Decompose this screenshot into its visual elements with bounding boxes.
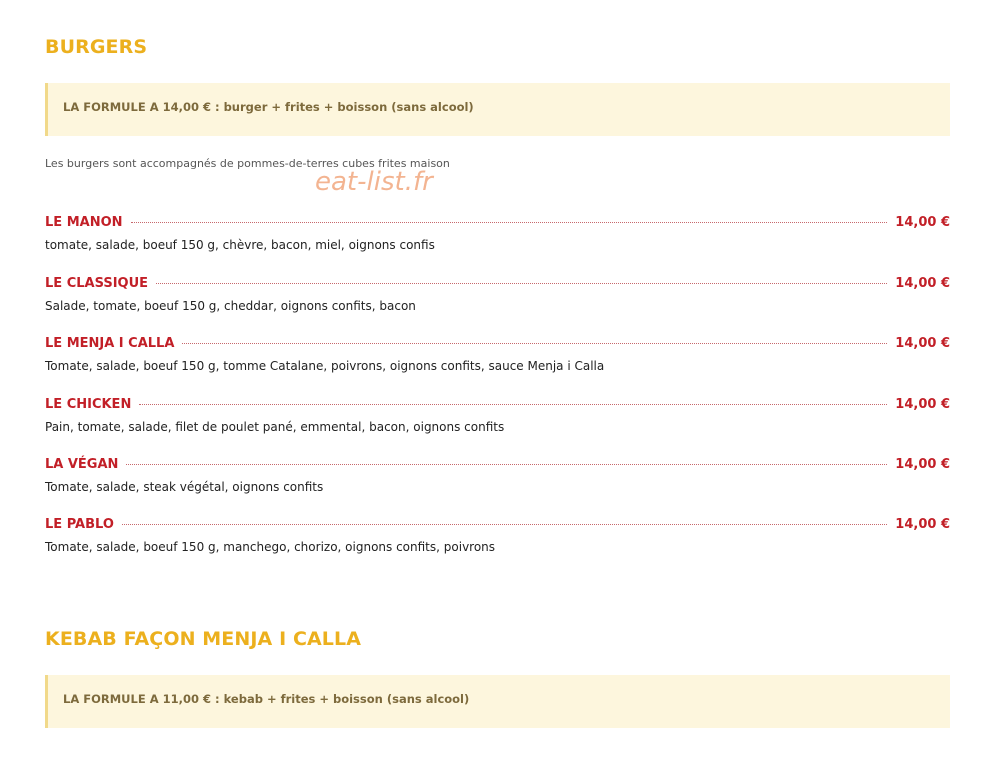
item-name: LE CHICKEN [45, 397, 132, 412]
menu-item [45, 397, 950, 441]
item-name: LA VÉGAN [45, 457, 119, 472]
item-price: 14,00 € [895, 397, 950, 412]
item-description: Salade, tomate, boeuf 150 g, cheddar, oignons confits, bacon [45, 299, 416, 313]
dotted-leader [131, 222, 888, 223]
kebab-formula-text: LA FORMULE A 11,00 € : kebab + frites + boisson (sans alcool) [63, 692, 470, 706]
item-price: 14,00 € [895, 517, 950, 532]
item-name: LE MENJA I CALLA [45, 336, 175, 351]
menu-item [45, 276, 950, 320]
menu-item [45, 517, 950, 561]
item-description: Tomate, salade, boeuf 150 g, manchego, chorizo, oignons confits, poivrons [45, 540, 496, 554]
kebab-formula-box [45, 675, 950, 728]
item-price: 14,00 € [895, 215, 950, 230]
dotted-leader [156, 283, 887, 284]
dotted-leader [182, 343, 887, 344]
item-name: LE MANON [45, 215, 123, 230]
item-description: tomate, salade, boeuf 150 g, chèvre, bacon, miel, oignons confis [45, 238, 435, 252]
menu-item [45, 336, 950, 380]
item-price: 14,00 € [895, 457, 950, 472]
burgers-side-note: Les burgers sont accompagnés de pommes-de-terres cubes frites maison [45, 157, 450, 170]
burgers-formula-text: LA FORMULE A 14,00 € : burger + frites + boisson (sans alcool) [63, 100, 474, 114]
dotted-leader [139, 404, 887, 405]
menu-item [45, 215, 950, 259]
burgers-section-title: BURGERS [45, 36, 148, 58]
item-description: Pain, tomate, salade, filet de poulet pané, emmental, bacon, oignons confits [45, 420, 505, 434]
burgers-formula-box [45, 83, 950, 136]
item-price: 14,00 € [895, 336, 950, 351]
menu-item [45, 457, 950, 501]
item-name: LE PABLO [45, 517, 114, 532]
item-description: Tomate, salade, steak végétal, oignons confits [45, 480, 324, 494]
dotted-leader [126, 464, 887, 465]
watermark-text: eat-list.fr [315, 167, 433, 197]
item-description: Tomate, salade, boeuf 150 g, tomme Catalane, poivrons, oignons confits, sauce Menja i Calla [45, 359, 605, 373]
item-name: LE CLASSIQUE [45, 276, 149, 291]
item-price: 14,00 € [895, 276, 950, 291]
kebab-section-title: KEBAB FAÇON MENJA I CALLA [45, 628, 362, 650]
dotted-leader [122, 524, 887, 525]
